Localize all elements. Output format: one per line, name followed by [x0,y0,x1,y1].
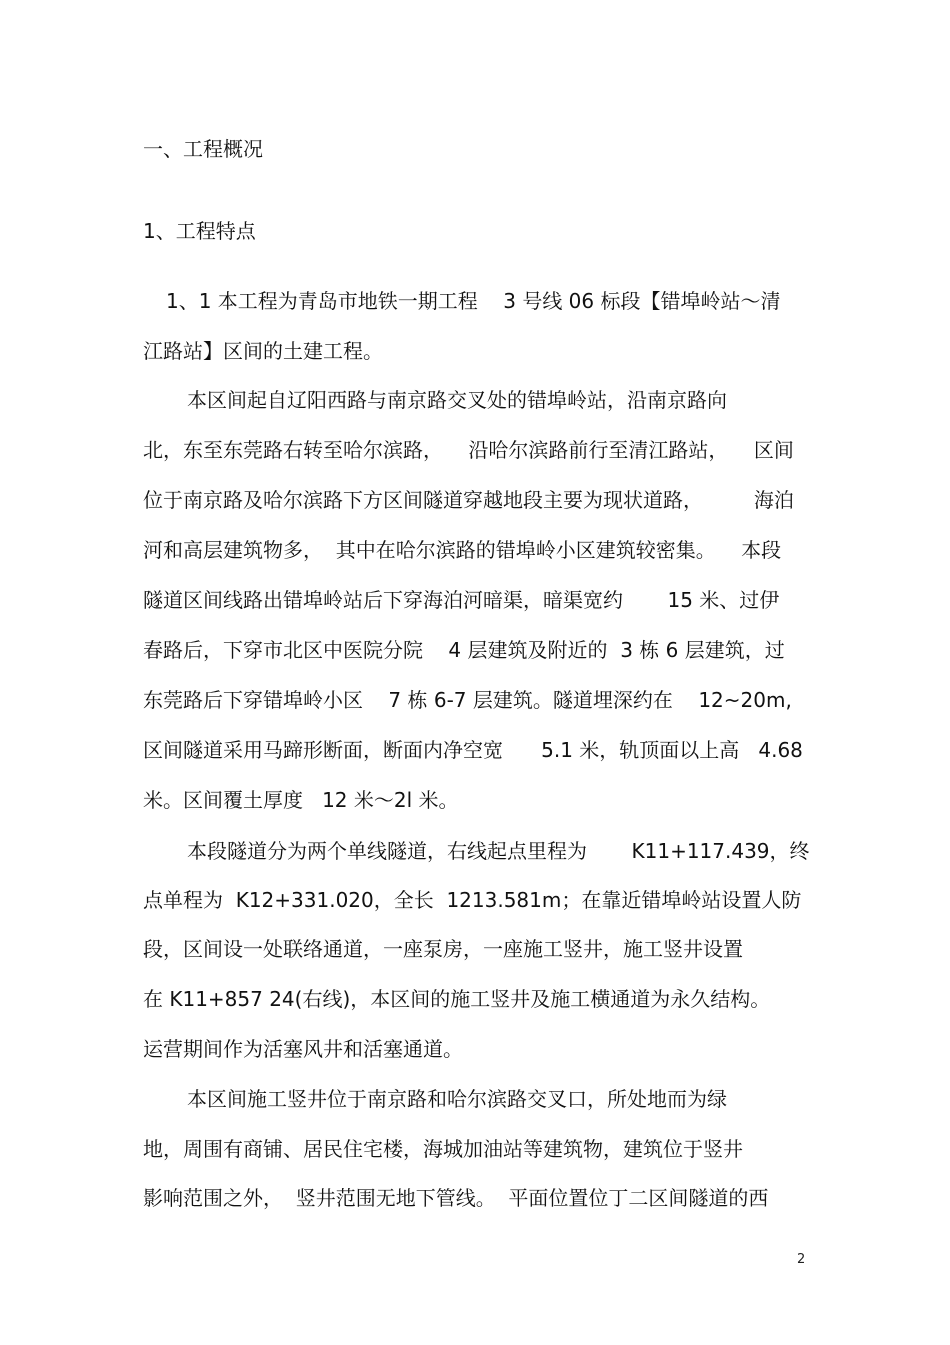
paragraph-line: 本区间施工竖井位于南京路和哈尔滨路交叉口，所处地而为绿 [187,1087,727,1111]
paragraph-line: 本区间起自辽阳西路与南京路交叉处的错埠岭站，沿南京路向 [187,388,727,412]
paragraph-line: 1、1 本工程为青岛市地铁一期工程 3 号线 06 标段【错埠岭站～清 [166,289,781,313]
page-number: 2 [797,1252,806,1267]
paragraph-line: 位于南京路及哈尔滨路下方区间隧道穿越地段主要为现状道路， 海泊 [143,488,794,512]
paragraph-line: 河和高层建筑物多， 其中在哈尔滨路的错埠岭小区建筑较密集。 本段 [143,538,782,562]
subsection-heading: 1、工程特点 [143,219,256,243]
section-heading: 一、工程概况 [143,137,263,161]
paragraph-line: 运营期间作为活塞风井和活塞通道。 [143,1037,463,1061]
paragraph-line: 在 K11+857 24(右线)，本区间的施工竖井及施工横通道为永久结构。 [143,987,771,1011]
paragraph-line: 点单程为 K12+331.020，全长 1213.581m；在靠近错埠岭站设置人防 [143,888,802,912]
paragraph-line: 北，东至东莞路右转至哈尔滨路， 沿哈尔滨路前行至清江路站， 区间 [143,438,794,462]
paragraph-line: 本段隧道分为两个单线隧道，右线起点里程为 K11+117.439，终 [187,839,810,863]
paragraph-line: 地，周围有商铺、居民住宅楼，海城加油站等建筑物，建筑位于竖井 [143,1137,743,1161]
paragraph-line: 影响范围之外， 竖井范围无地下管线。 平面位置位丁二区间隧道的西 [143,1186,769,1210]
paragraph-line: 东莞路后下穿错埠岭小区 7 栋 6-7 层建筑。隧道埋深约在 12~20m, [143,688,792,712]
paragraph-line: 区间隧道采用马蹄形断面，断面内净空宽 5.1 米，轨顶面以上高 4.68 [143,738,803,762]
paragraph-line: 春路后，下穿市北区中医院分院 4 层建筑及附近的 3 栋 6 层建筑，过 [143,638,785,662]
paragraph-line: 米。区间覆土厚度 12 米～2l 米。 [143,788,459,812]
paragraph-line: 段，区间设一处联络通道，一座泵房，一座施工竖井，施工竖井设置 [143,937,743,961]
paragraph-line: 江路站】区间的土建工程。 [143,339,383,363]
paragraph-line: 隧道区间线路出错埠岭站后下穿海泊河暗渠，暗渠宽约 15 米、过伊 [143,588,780,612]
